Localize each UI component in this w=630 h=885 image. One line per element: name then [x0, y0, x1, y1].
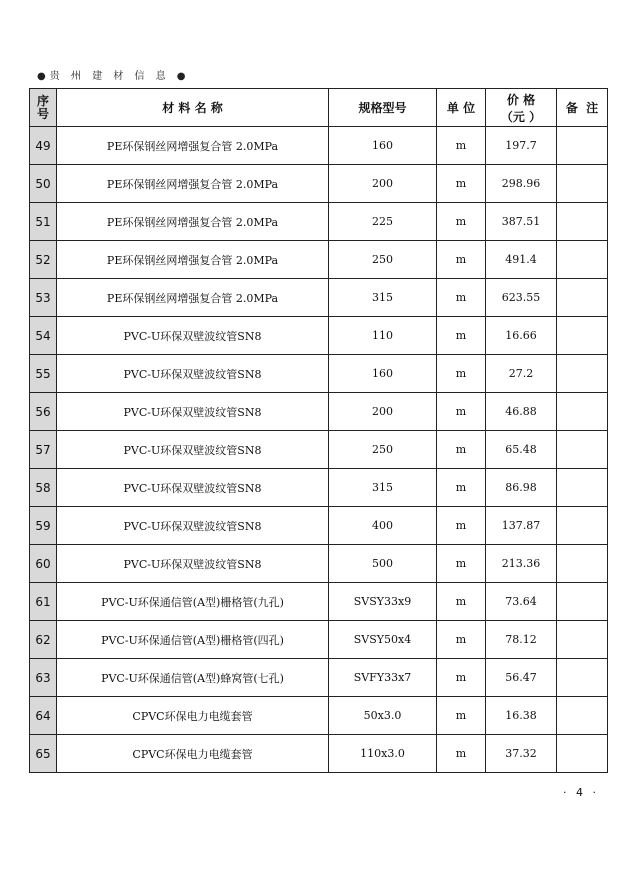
material-name-cell: PVC-U环保双壁波纹管SN8 — [57, 431, 329, 469]
table-row — [30, 697, 608, 735]
unit-cell: m — [437, 507, 486, 545]
material-name-cell: PVC-U环保通信管(A型)栅格管(四孔) — [57, 621, 329, 659]
note-cell — [557, 431, 608, 469]
unit-cell: m — [437, 735, 486, 773]
spec-cell: 400 — [329, 507, 437, 545]
spec-cell: 200 — [329, 165, 437, 203]
price-cell: 491.4 — [486, 241, 557, 279]
material-name-cell: PE环保钢丝网增强复合管 2.0MPa — [57, 127, 329, 165]
table-row — [30, 203, 608, 241]
row-index-cell: 55 — [30, 355, 57, 393]
table-row — [30, 735, 608, 773]
spec-cell: 50x3.0 — [329, 697, 437, 735]
price-cell: 16.66 — [486, 317, 557, 355]
row-index-cell: 54 — [30, 317, 57, 355]
note-cell — [557, 241, 608, 279]
spec-cell: 250 — [329, 241, 437, 279]
material-name-cell: PE环保钢丝网增强复合管 2.0MPa — [57, 165, 329, 203]
table-row — [30, 507, 608, 545]
table-row — [30, 393, 608, 431]
column-header-unit: 单 位 — [437, 89, 486, 127]
unit-cell: m — [437, 241, 486, 279]
material-name-cell: CPVC环保电力电缆套管 — [57, 697, 329, 735]
material-name-cell: PVC-U环保双壁波纹管SN8 — [57, 469, 329, 507]
spec-cell: SVSY33x9 — [329, 583, 437, 621]
unit-cell: m — [437, 583, 486, 621]
note-cell — [557, 583, 608, 621]
publication-header: ●贵 州 建 材 信 息 ● — [37, 71, 190, 82]
row-index-cell: 52 — [30, 241, 57, 279]
note-cell — [557, 165, 608, 203]
table-row — [30, 659, 608, 697]
note-cell — [557, 735, 608, 773]
spec-cell: 200 — [329, 393, 437, 431]
price-cell: 16.38 — [486, 697, 557, 735]
row-index-cell: 60 — [30, 545, 57, 583]
note-cell — [557, 355, 608, 393]
material-name-cell: PVC-U环保双壁波纹管SN8 — [57, 393, 329, 431]
material-name-cell: PVC-U环保通信管(A型)栅格管(九孔) — [57, 583, 329, 621]
row-index-cell: 59 — [30, 507, 57, 545]
spec-cell: 250 — [329, 431, 437, 469]
spec-cell: 160 — [329, 127, 437, 165]
column-header-index-line1: 序 — [36, 93, 49, 108]
price-cell: 73.64 — [486, 583, 557, 621]
row-index-cell: 57 — [30, 431, 57, 469]
unit-cell: m — [437, 393, 486, 431]
material-name-cell: PVC-U环保双壁波纹管SN8 — [57, 507, 329, 545]
table-row — [30, 279, 608, 317]
note-cell — [557, 317, 608, 355]
price-cell: 86.98 — [486, 469, 557, 507]
table-row — [30, 583, 608, 621]
unit-cell: m — [437, 431, 486, 469]
note-cell — [557, 545, 608, 583]
price-cell: 197.7 — [486, 127, 557, 165]
price-cell: 27.2 — [486, 355, 557, 393]
table-row — [30, 317, 608, 355]
table-row — [30, 127, 608, 165]
unit-cell: m — [437, 621, 486, 659]
price-cell: 78.12 — [486, 621, 557, 659]
price-cell: 387.51 — [486, 203, 557, 241]
note-cell — [557, 393, 608, 431]
price-table — [29, 88, 608, 773]
column-header-index — [30, 89, 57, 127]
unit-cell: m — [437, 165, 486, 203]
row-index-cell: 56 — [30, 393, 57, 431]
spec-cell: 160 — [329, 355, 437, 393]
material-name-cell: PVC-U环保通信管(A型)蜂窝管(七孔) — [57, 659, 329, 697]
note-cell — [557, 279, 608, 317]
spec-cell: 500 — [329, 545, 437, 583]
unit-cell: m — [437, 545, 486, 583]
unit-cell: m — [437, 203, 486, 241]
material-name-cell: PE环保钢丝网增强复合管 2.0MPa — [57, 279, 329, 317]
row-index-cell: 63 — [30, 659, 57, 697]
table-row — [30, 431, 608, 469]
column-header-price-line1: 价 格 — [506, 92, 536, 107]
table-body — [30, 127, 608, 773]
price-cell: 623.55 — [486, 279, 557, 317]
unit-cell: m — [437, 317, 486, 355]
column-header-name: 材 料 名 称 — [57, 89, 329, 127]
material-name-cell: PE环保钢丝网增强复合管 2.0MPa — [57, 203, 329, 241]
unit-cell: m — [437, 659, 486, 697]
material-name-cell: PE环保钢丝网增强复合管 2.0MPa — [57, 241, 329, 279]
row-index-cell: 62 — [30, 621, 57, 659]
note-cell — [557, 127, 608, 165]
spec-cell: SVSY50x4 — [329, 621, 437, 659]
table-row — [30, 241, 608, 279]
material-name-cell: CPVC环保电力电缆套管 — [57, 735, 329, 773]
spec-cell: 315 — [329, 469, 437, 507]
column-header-price-line2: （元 ） — [500, 109, 542, 124]
row-index-cell: 65 — [30, 735, 57, 773]
unit-cell: m — [437, 469, 486, 507]
material-name-cell: PVC-U环保双壁波纹管SN8 — [57, 545, 329, 583]
spec-cell: 225 — [329, 203, 437, 241]
price-cell: 56.47 — [486, 659, 557, 697]
table-header-row — [30, 89, 608, 127]
note-cell — [557, 697, 608, 735]
note-cell — [557, 469, 608, 507]
column-header-spec: 规格型号 — [329, 89, 437, 127]
spec-cell: SVFY33x7 — [329, 659, 437, 697]
page-number: · 4 · — [563, 786, 599, 799]
column-header-note: 备 注 — [557, 89, 608, 127]
note-cell — [557, 659, 608, 697]
column-header-price — [486, 89, 557, 127]
note-cell — [557, 203, 608, 241]
spec-cell: 315 — [329, 279, 437, 317]
column-header-index-line2: 号 — [36, 106, 49, 121]
unit-cell: m — [437, 355, 486, 393]
table-row — [30, 469, 608, 507]
price-cell: 213.36 — [486, 545, 557, 583]
note-cell — [557, 507, 608, 545]
price-cell: 137.87 — [486, 507, 557, 545]
spec-cell: 110 — [329, 317, 437, 355]
spec-cell: 110x3.0 — [329, 735, 437, 773]
note-cell — [557, 621, 608, 659]
table-row — [30, 545, 608, 583]
unit-cell: m — [437, 279, 486, 317]
row-index-cell: 58 — [30, 469, 57, 507]
price-cell: 65.48 — [486, 431, 557, 469]
price-cell: 46.88 — [486, 393, 557, 431]
price-cell: 37.32 — [486, 735, 557, 773]
material-name-cell: PVC-U环保双壁波纹管SN8 — [57, 355, 329, 393]
row-index-cell: 50 — [30, 165, 57, 203]
row-index-cell: 64 — [30, 697, 57, 735]
unit-cell: m — [437, 127, 486, 165]
row-index-cell: 51 — [30, 203, 57, 241]
table-row — [30, 621, 608, 659]
row-index-cell: 53 — [30, 279, 57, 317]
table-row — [30, 355, 608, 393]
row-index-cell: 61 — [30, 583, 57, 621]
price-cell: 298.96 — [486, 165, 557, 203]
row-index-cell: 49 — [30, 127, 57, 165]
material-name-cell: PVC-U环保双壁波纹管SN8 — [57, 317, 329, 355]
table-row — [30, 165, 608, 203]
unit-cell: m — [437, 697, 486, 735]
